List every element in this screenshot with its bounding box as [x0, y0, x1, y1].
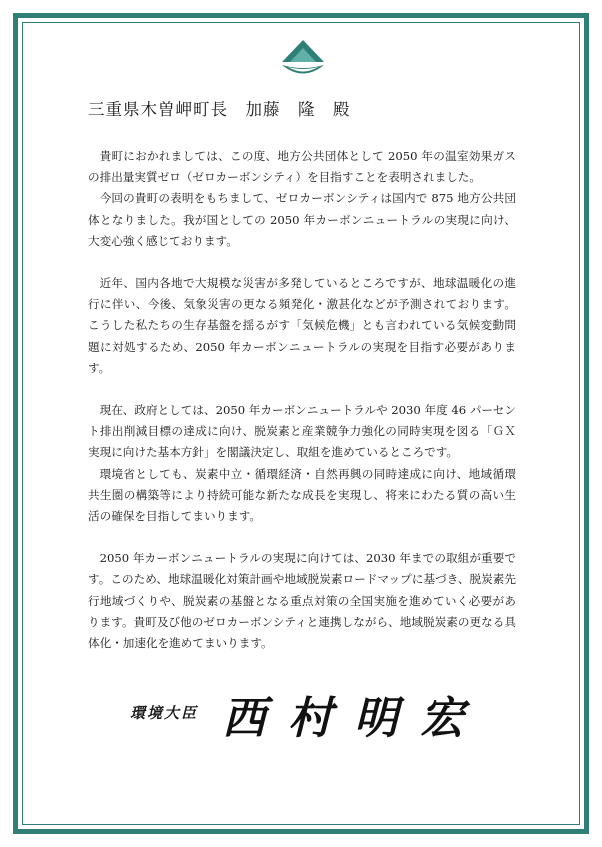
paragraph-climate-crisis: 近年、国内各地で大規模な災害が多発しているところですが、地球温暖化の進行に伴い、今後、気象災害の更なる頻発化・激甚化などが予測されております。こうした私たちの生存基盤を揺るがす「気候危機」とも言われている気候変動問題に対処するため、2050 年カーボンニュートラルの実現を目指す必要があります。 [88, 276, 516, 375]
paragraph-2030-initiatives: 2050 年カーボンニュートラルの実現に向けては、2030 年までの取組が重要です。このため、地球温暖化対策計画や地域脱炭素ロードマップに基づき、脱炭素先行地域づくりや、脱炭素の基盤となる重点対策の全国実施を進めていく必要があります。貴町及び他のゼロカーボンシティと連携しながら、地域脱炭素の更なる具体化・加速化を進めてまいります。 [88, 551, 516, 651]
ministry-of-environment-emblem-icon [276, 38, 330, 80]
signature-block [130, 682, 530, 742]
signatory-title: 環境大臣 [130, 704, 199, 722]
recipient-heading: 三重県木曽岬町長 加藤 隆 殿 [88, 100, 351, 119]
paragraph-ministry-policy: 環境省としても、炭素中立・循環経済・自然再興の同時達成に向け、地域循環共生圏の構築等により持続可能な新たな成長を実現し、将来にわたる質の高い生活の確保を目指してまいります。 [88, 466, 516, 524]
letter-body [88, 146, 516, 654]
paragraph-count: 今回の貴町の表明をもちまして、ゼロカーボンシティは国内で 875 地方公共団体となりました。我が国としての 2050 年カーボンニュートラルの実現に向け、大変心強く感じております。 [88, 191, 516, 248]
paragraph-government-policy: 現在、政府としては、2050 年カーボンニュートラルや 2030 年度 46 パーセント排出削減目標の達成に向け、脱炭素と産業競争力強化の同時実現を図る「ＧＸ実現に向けた基本方針」を閣議決定し、取組を進めているところです。 [88, 403, 516, 460]
handwritten-signature: 西村明宏 [222, 693, 486, 744]
paragraph-declaration: 貴町におかれましては、この度、地方公共団体として 2050 年の温室効果ガスの排出量実質ゼロ（ゼロカーボンシティ）を目指すことを表明されました。 [88, 149, 516, 185]
